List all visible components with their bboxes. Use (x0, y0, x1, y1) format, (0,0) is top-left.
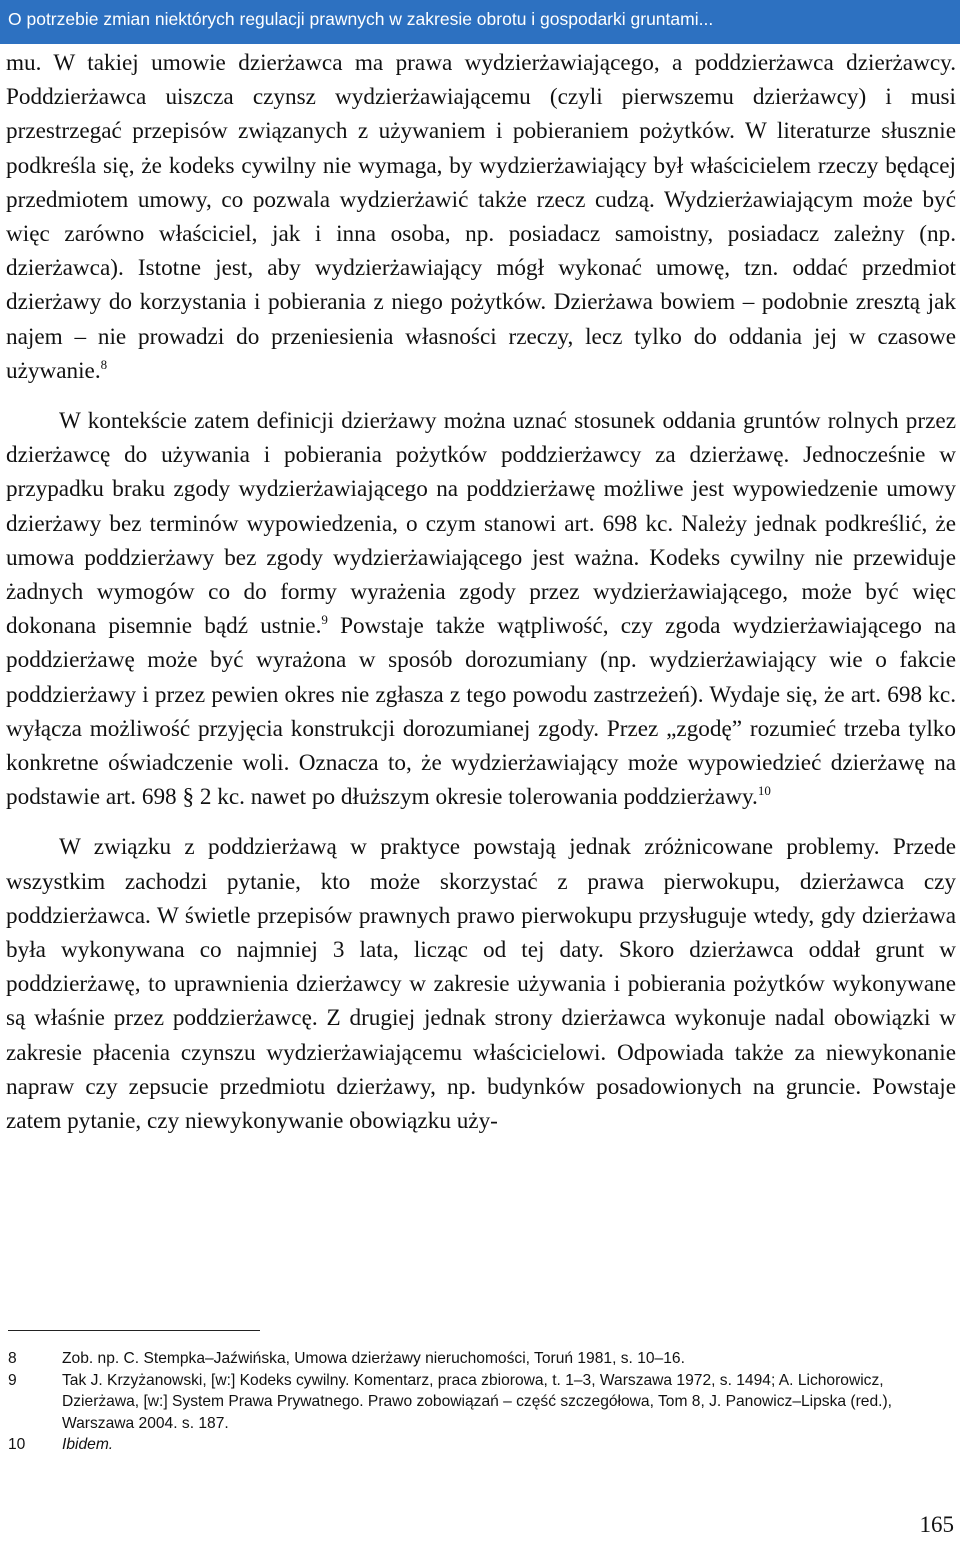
footnote-divider (8, 1330, 260, 1331)
footnotes (8, 1348, 958, 1456)
footnote-8 (8, 1348, 958, 1370)
paragraph-3 (6, 830, 956, 1138)
footnote-number: 8 (8, 1350, 17, 1367)
paragraph-1-text: mu. W takiej umowie dzierżawca ma prawa wydzierżawiającego, a poddzierżawca dzierżawcy. Poddzierżawca uiszcza czynsz wydzierżawiającemu (czyli pierwszemu dzierżawcy) i musi przestrzegać przepisów związanych z używaniem i pobieraniem pożytków. W literaturze słusznie podkreśla się, że kodeks cywilny nie wymaga, by wydzierżawiający był właścicielem rzeczy będącej przedmiotem umowy, co pozwala wydzierżawić także rzecz cudzą. Wydzierżawiającym może być więc zarówno właściciel, jak i inna osoba, np. posiadacz samoistny, posiadacz zależny (np. dzierżawca). Istotne jest, aby wydzierżawiający mógł wykonać umowę, tzn. oddać przedmiot dzierżawy do korzystania i pobierania z niego pożytków. Dzierżawa bowiem – podobnie zresztą jak najem – nie prowadzi do przeniesienia własności rzeczy, lecz tylko do oddania jej w czasowe używanie. (6, 50, 956, 384)
footnote-text: Ibidem. (62, 1436, 114, 1453)
paragraph-2 (6, 404, 956, 814)
footnote-ref-10[interactable]: 10 (757, 783, 771, 799)
paragraph-2-text-continued: Powstaje także wątpliwość, czy zgoda wydzierżawiającego na poddzierżawę może być wyrażona w sposób dorozumiany (np. wydzierżawiający wie o fakcie poddzierżawy i przez pewien okres nie zgłasza z tego powodu zastrzeżeń). Wydaje się, że art. 698 kc. wyłącza możliwość przyjęcia konstrukcji dorozumianej zgody. Przez „zgodę” rozumieć trzeba tylko konkretne oświadczenie woli. Oznacza to, że wydzierżawiający może wypowiedzieć dzierżawę na podstawie art. 698 § 2 kc. nawet po dłuższym okresie tolerowania poddzierżawy. (6, 613, 956, 811)
paragraph-1 (6, 46, 956, 388)
paragraph-3-text: W związku z poddzierżawą w praktyce powstają jednak zróżnicowane problemy. Przede wszystkim zachodzi pytanie, kto może skorzystać z prawa pierwokupu, dzierżawca czy poddzierżawca. W świetle przepisów prawnych prawo pierwokupu przysługuje wtedy, gdy dzierżawa była wykonywana co najmniej 3 lata, licząc od tej daty. Skoro dzierżawca oddał grunt w poddzierżawę, to uprawnienia dzierżawcy w zakresie używania i pobierania pożytków wykonywane są właśnie przez poddzierżawcę. Z drugiej jednak strony dzierżawca wykonuje nadal obowiązki w zakresie płacenia czynszu wydzierżawiającemu właścicielowi. Odpowiada także za niewykonanie napraw czy zepsucie przedmiotu dzierżawy, np. budynków posadowionych na gruncie. Powstaje zatem pytanie, czy niewykonywanie obowiązku uży- (6, 834, 956, 1135)
document-header (0, 0, 960, 44)
footnote-number: 9 (8, 1371, 17, 1389)
footnote-ref-8[interactable]: 8 (100, 356, 108, 372)
footnote-ref-9[interactable]: 9 (321, 612, 328, 628)
main-text (6, 46, 956, 1138)
footnote-9 (8, 1370, 958, 1435)
document-title: O potrzebie zmian niektórych regulacji prawnych w zakresie obrotu i gospodarki gruntami... (8, 9, 714, 29)
footnote-number: 10 (8, 1436, 26, 1453)
page-number: 165 (919, 1512, 954, 1537)
footnote-text: Tak J. Krzyżanowski, [w:] Kodeks cywilny. Komentarz, praca zbiorowa, t. 1–3, Warszawa 1972, s. 1494; A. Lichorowicz, Dzierżawa, [w:] System Prawa Prywatnego. Prawo zobowiązań – część szczegółowa, Tom 8, J. Panowicz–Lipska (red.), Warszawa 2004. s. 187. (62, 1371, 892, 1432)
paragraph-2-text: W kontekście zatem definicji dzierżawy można uznać stosunek oddania gruntów rolnych przez dzierżawcę do używania i pobierania pożytków poddzierżawcy za dzierżawę. Jednocześnie w przypadku braku zgody wydzierżawiającego na poddzierżawę możliwe jest wypowiedzenie umowy dzierżawy bez terminów wypowiedzenia, o czym stanowi art. 698 kc. Należy jednak podkreślić, że umowa poddzierżawy bez zgody wydzierżawiającego jest ważna. Kodeks cywilny nie przewiduje żadnych wymogów co do formy wyrażenia zgody przez wydzierżawiającego, może być więc dokonana pisemnie bądź ustnie. (6, 408, 956, 640)
footnote-text: Zob. np. C. Stempka–Jaźwińska, Umowa dzierżawy nieruchomości, Toruń 1981, s. 10–16. (62, 1350, 685, 1367)
footnote-10 (8, 1434, 958, 1456)
